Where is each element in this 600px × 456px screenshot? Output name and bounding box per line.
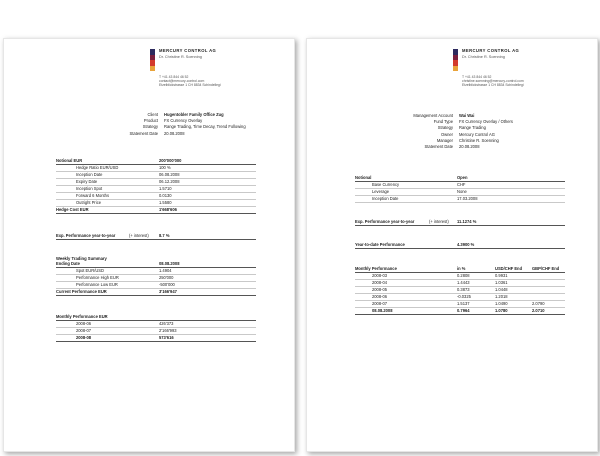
table-row: 08.08.2008 0.7964 1.0780 2.0710 xyxy=(355,308,565,315)
table-row: Expiry Date 06.12.2008 xyxy=(56,179,256,186)
exp-performance-row: Exp. Performance year-to-year (+ interest) 8.7 % xyxy=(56,233,256,240)
table-row: Base Currency CHF xyxy=(355,182,565,189)
current-performance-row: Current Performance EUR 3'166'947 xyxy=(56,289,256,296)
table-row: Inception Spot 1.5710 xyxy=(56,186,256,193)
table-row: Spot EUR/USD 1.4904 xyxy=(56,268,256,275)
table-row: Inception Date 06.08.2008 xyxy=(56,172,256,179)
weekly-summary-title: Weekly Trading Summary xyxy=(56,256,107,261)
company-contact: T +41 43 844 46 52 christine.soenning@mercury-control.com Etzelblickstrasse 1 CH 8834 Schindellegi xyxy=(462,75,524,88)
company-person: Dr. Christine R. Soenning xyxy=(462,55,505,59)
ending-date-row: Ending Date 08.08.2008 xyxy=(56,261,256,268)
company-logo xyxy=(453,49,458,71)
table-row: 2008-05 0.3873 1.0448 xyxy=(355,287,565,294)
table-row: 2008-07 2'166'993 xyxy=(56,328,256,335)
statement-page-right xyxy=(306,38,598,452)
table-row: Leverage None xyxy=(355,189,565,196)
company-logo xyxy=(150,49,155,71)
table-row: 2008-04 1.4443 1.0361 xyxy=(355,280,565,287)
company-name: MERCURY CONTROL AG xyxy=(159,48,217,53)
table-row: 2008-06 426'373 xyxy=(56,321,256,328)
table-row: Performance Low EUR -500'000 xyxy=(56,282,256,289)
statement-meta: Management Account Wai Wai Fund Type FX Currency Overlay / Others Strategy Range Trading Owner Mercury Control AG Manager Christine R. Soenning Statement Date 20.08.2008 xyxy=(413,113,513,149)
table-row: 2008-03 0.2808 0.9931 xyxy=(355,273,565,280)
monthly-performance-title: Monthly Performance EUR xyxy=(56,314,256,321)
hedge-cost-row: Hedge Cost EUR 1'668'606 xyxy=(56,207,256,214)
table-row: Inception Date 17.03.2008 xyxy=(355,196,565,203)
table-row: Hedge Ratio EUR/USD 100 % xyxy=(56,165,256,172)
monthly-performance-header: Monthly Performance in % USD/CHF End GBP/CHF End xyxy=(355,266,565,273)
statement-meta: Client Hugentobler Family Office Zug Product FX Currency Overlay Strategy Range Trading, Time Decay, Trend Following Statement Date 20.08.2008 xyxy=(129,112,246,136)
table-row: Performance High EUR 250'000 xyxy=(56,275,256,282)
exp-performance-row: Exp. Performance year-to-year (+ interest) 11.1274 % xyxy=(355,219,565,226)
table-row: Forward 6 Months 0.0130 xyxy=(56,193,256,200)
table-row: 2008-08 573'616 xyxy=(56,335,256,342)
company-contact: T +41 43 844 46 52 contact@mercury-control.com Etzelblickstrasse 1 CH 8834 Schindellegi xyxy=(159,75,221,88)
notional-row: Notional Open xyxy=(355,175,565,182)
table-row: 2008-07 1.5137 1.0490 2.0790 xyxy=(355,301,565,308)
notional-row: Notional EUR 200'000'000 xyxy=(56,158,256,165)
table-row: 2008-06 -0.0325 1.2018 xyxy=(355,294,565,301)
company-name: MERCURY CONTROL AG xyxy=(462,48,520,53)
statement-page-left xyxy=(3,38,295,452)
ytd-performance-row: Year-to-date Performance 4.3900 % xyxy=(355,242,565,249)
company-person: Dr. Christine R. Soenning xyxy=(159,55,202,59)
table-row: Outright Price 1.5580 xyxy=(56,200,256,207)
